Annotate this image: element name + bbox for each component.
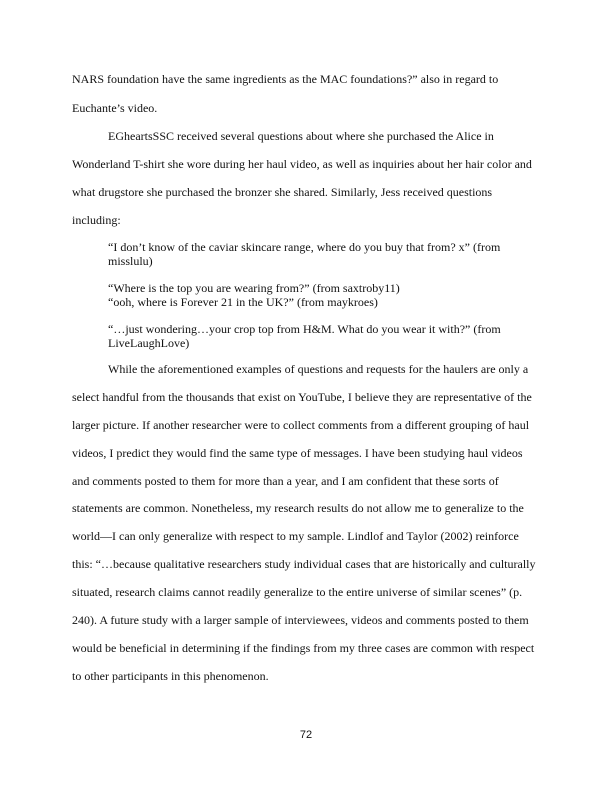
paragraph-line: 240). A future study with a larger sample of interviewees, videos and comments posted to them [72, 613, 529, 627]
paragraph-line: and comments posted to them for more than a year, and I am confident that these sorts of [72, 474, 499, 488]
paragraph-line: would be beneficial in determining if the findings from my three cases are common with respect [72, 641, 535, 655]
body-line: including: [72, 213, 121, 227]
block-quote-line: “ooh, where is Forever 21 in the UK?” (from maykroes) [108, 295, 378, 309]
paragraph-line: videos, I predict they would find the same type of messages. I have been studying haul videos [72, 446, 523, 460]
block-quote-line: LiveLaughLove) [108, 336, 190, 350]
paragraph-line: larger picture. If another researcher were to collect comments from a different grouping of haul [72, 418, 530, 432]
body-line: NARS foundation have the same ingredients as the MAC foundations?” also in regard to [72, 72, 499, 86]
block-quote-line: “…just wondering…your crop top from H&M. What do you wear it with?” (from [108, 322, 501, 336]
body-line: EGheartsSSC received several questions about where she purchased the Alice in [108, 129, 494, 143]
body-line: Euchante’s video. [72, 101, 158, 115]
block-quote-line: “Where is the top you are wearing from?” (from saxtroby11) [108, 281, 400, 295]
block-quote-line: “I don’t know of the caviar skincare range, where do you buy that from? x” (from [108, 240, 501, 254]
paragraph-line: statements are common. Nonetheless, my research results do not allow me to generalize to the [72, 501, 524, 515]
paragraph-line: this: “…because qualitative researchers study individual cases that are historically and culturally [72, 557, 536, 571]
body-line: what drugstore she purchased the bronzer she shared. Similarly, Jess received questions [72, 185, 493, 199]
paragraph-line: situated, research claims cannot readily generalize to the entire universe of similar scenes” (p. [72, 585, 523, 599]
page-number: 72 [299, 729, 313, 741]
block-quote-line: misslulu) [108, 254, 153, 268]
paragraph-line: to other participants in this phenomenon. [72, 669, 269, 683]
paragraph-line: world—I can only generalize with respect to my sample. Lindlof and Taylor (2002) reinforce [72, 529, 519, 543]
body-line: Wonderland T-shirt she wore during her haul video, as well as inquiries about her hair color and [72, 157, 532, 171]
paragraph-line: select handful from the thousands that exist on YouTube, I believe they are representative of the [72, 390, 532, 404]
paragraph-line: While the aforementioned examples of questions and requests for the haulers are only a [108, 362, 529, 376]
